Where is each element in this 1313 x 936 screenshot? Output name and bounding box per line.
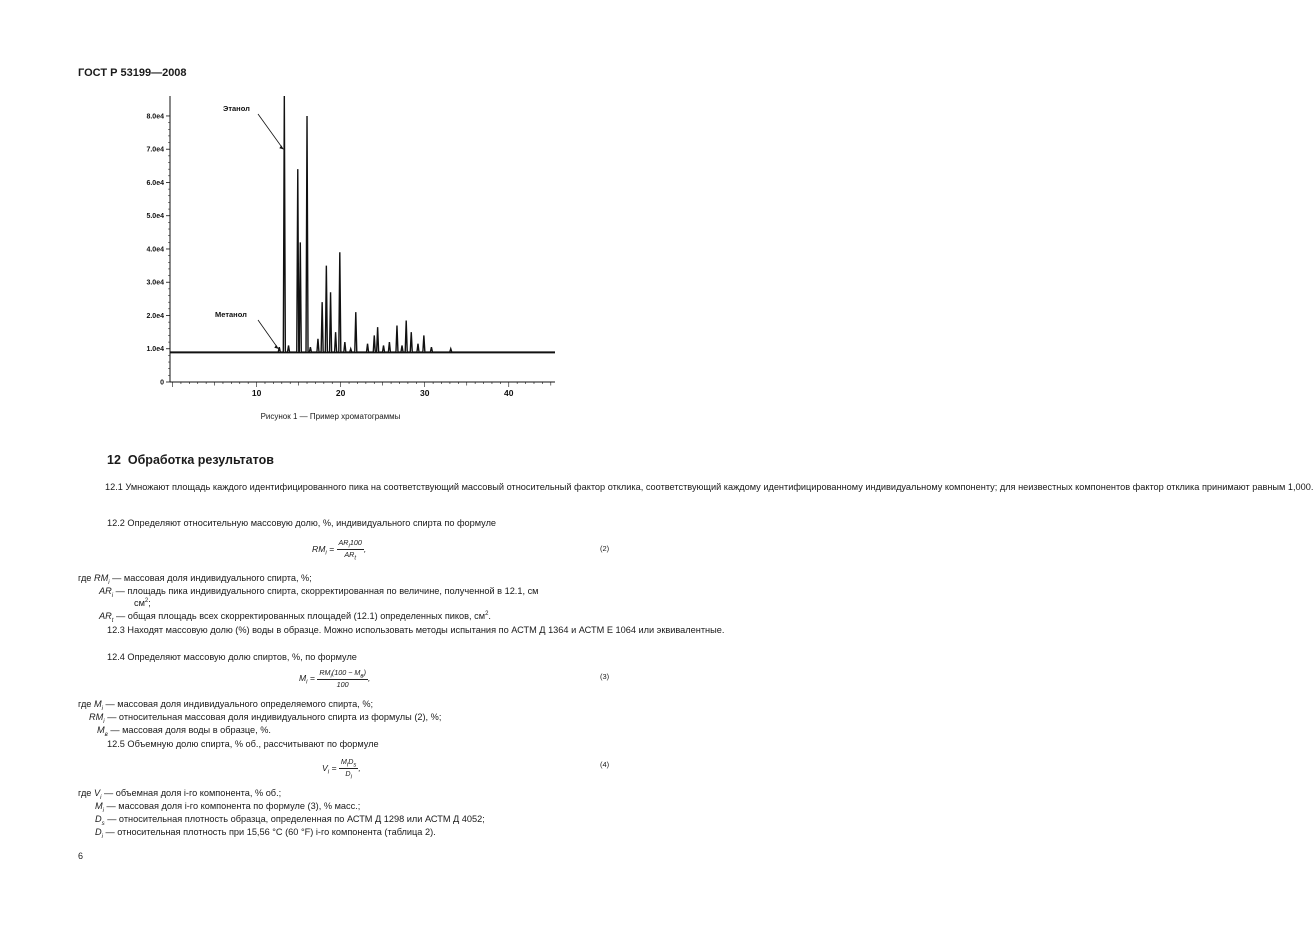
page-number: 6 <box>78 851 84 861</box>
paragraph-12-5: 12.5 Объемную долю спирта, % об., рассчитывают по формуле <box>107 739 379 749</box>
y-tick-label: 2.0e4 <box>146 312 164 320</box>
where-di: $D_i$ — относительная плотность при 15,56 °С (60 °F) i-го компонента (таблица 2). <box>95 827 436 840</box>
y-tick-label: 5.0e4 <box>146 213 164 221</box>
annotation-arrowhead <box>279 145 283 149</box>
where-v: где $V_i$ — объемная доля i-го компонента, % об.; <box>78 788 282 801</box>
where-ar-i-unit: $см^2$; <box>134 598 151 609</box>
y-tick-label: 8.0e4 <box>146 113 164 121</box>
where-mi: $M_i$ — массовая доля i-го компонента по формуле (3), % масс.; <box>95 801 361 814</box>
formula-2-lhs: $RM_i$ <box>312 544 327 557</box>
y-tick-label: 4.0e4 <box>146 246 164 254</box>
formula-4-fraction: $\frac{M_iD_s}{D_i}$ <box>340 757 357 781</box>
x-tick-label: 20 <box>335 388 346 398</box>
y-tick-label: 6.0e4 <box>146 179 164 187</box>
formula-2-fraction: $\frac{AR_i100}{AR_t}$ <box>338 538 362 562</box>
x-tick-label: 10 <box>251 388 262 398</box>
paragraph-12-2: 12.2 Определяют относительную массовую долю, %, индивидуального спирта по формуле <box>107 518 497 528</box>
x-tick-label: 30 <box>419 388 430 398</box>
figure-caption: Рисунок 1 — Пример хроматограммы <box>260 412 401 421</box>
peak-annotation-label: Метанол <box>215 310 247 319</box>
section-heading <box>107 453 274 467</box>
formula-4-number: (4) <box>600 760 610 769</box>
paragraph-12-3: 12.3 Находят массовую долю (%) воды в образце. Можно использовать методы испытания по АСТМ Д 1364 и АСТМ Е 1064 или эквивалентные. <box>107 625 725 635</box>
paragraph-12-4: 12.4 Определяют массовую долю спиртов, %, по формуле <box>107 652 357 662</box>
where-rm: где $RM_i$ — массовая доля индивидуального спирта, %; <box>78 573 312 586</box>
annotation-leader <box>258 114 283 149</box>
where-ar-t: $AR_t$ — общая площадь всех скорректированных площадей (12.1) определенных пиков, $см^2$. <box>99 611 491 624</box>
y-tick-label: 0 <box>160 379 164 387</box>
document-header: ГОСТ Р 53199—2008 <box>78 67 187 79</box>
formula-4: $V_i$ = $\frac{M_iD_s}{D_i}$ , <box>322 757 361 781</box>
annotation-leader <box>258 320 278 349</box>
formula-2: $RM_i$ = $\frac{AR_i100}{AR_t}$ , <box>312 538 367 562</box>
annotation-arrowhead <box>274 345 278 349</box>
formula-3: $M_i$ = $\frac{RM_i(100 - M_в)}{100}$ , <box>299 668 371 690</box>
y-tick-label: 1.0e4 <box>146 346 164 354</box>
peak-annotation-label: Этанол <box>223 104 250 113</box>
where-m: где $M_i$ — массовая доля индивидуального определяемого спирта, %; <box>78 699 374 712</box>
y-tick-label: 7.0e4 <box>146 146 164 154</box>
formula-3-fraction: $\frac{RM_i(100 - M_в)}{100}$ <box>319 668 366 690</box>
x-tick-label: 40 <box>504 388 514 398</box>
section-number: 12 <box>107 453 121 467</box>
formula-3-number: (3) <box>600 672 610 681</box>
y-tick-label: 3.0e4 <box>146 279 164 287</box>
where-rm2: $RM_i$ — относительная массовая доля индивидуального спирта из формулы (2), %; <box>89 712 442 725</box>
where-mw: $M_в$ — массовая доля воды в образце, %. <box>97 725 271 738</box>
section-title: Обработка результатов <box>127 453 274 467</box>
where-ds: $D_s$ — относительная плотность образца, определенная по АСТМ Д 1298 или АСТМ Д 4052; <box>95 814 485 827</box>
chromatogram-chart <box>0 0 661 400</box>
where-ar-i: $AR_i$ — площадь пика индивидуального спирта, скорректированная по величине, полученной в 12.1, см <box>99 586 539 599</box>
formula-2-number: (2) <box>600 544 610 553</box>
paragraph-12-1: 12.1 Умножают площадь каждого идентифицированного пика на соответствующий массовый относительный фактор отклика, соответствующий каждому идентифицированному индивидуальному компоненту; для неизвестных компонентов фактор отклика принимают равным 1,000. <box>105 482 1313 492</box>
